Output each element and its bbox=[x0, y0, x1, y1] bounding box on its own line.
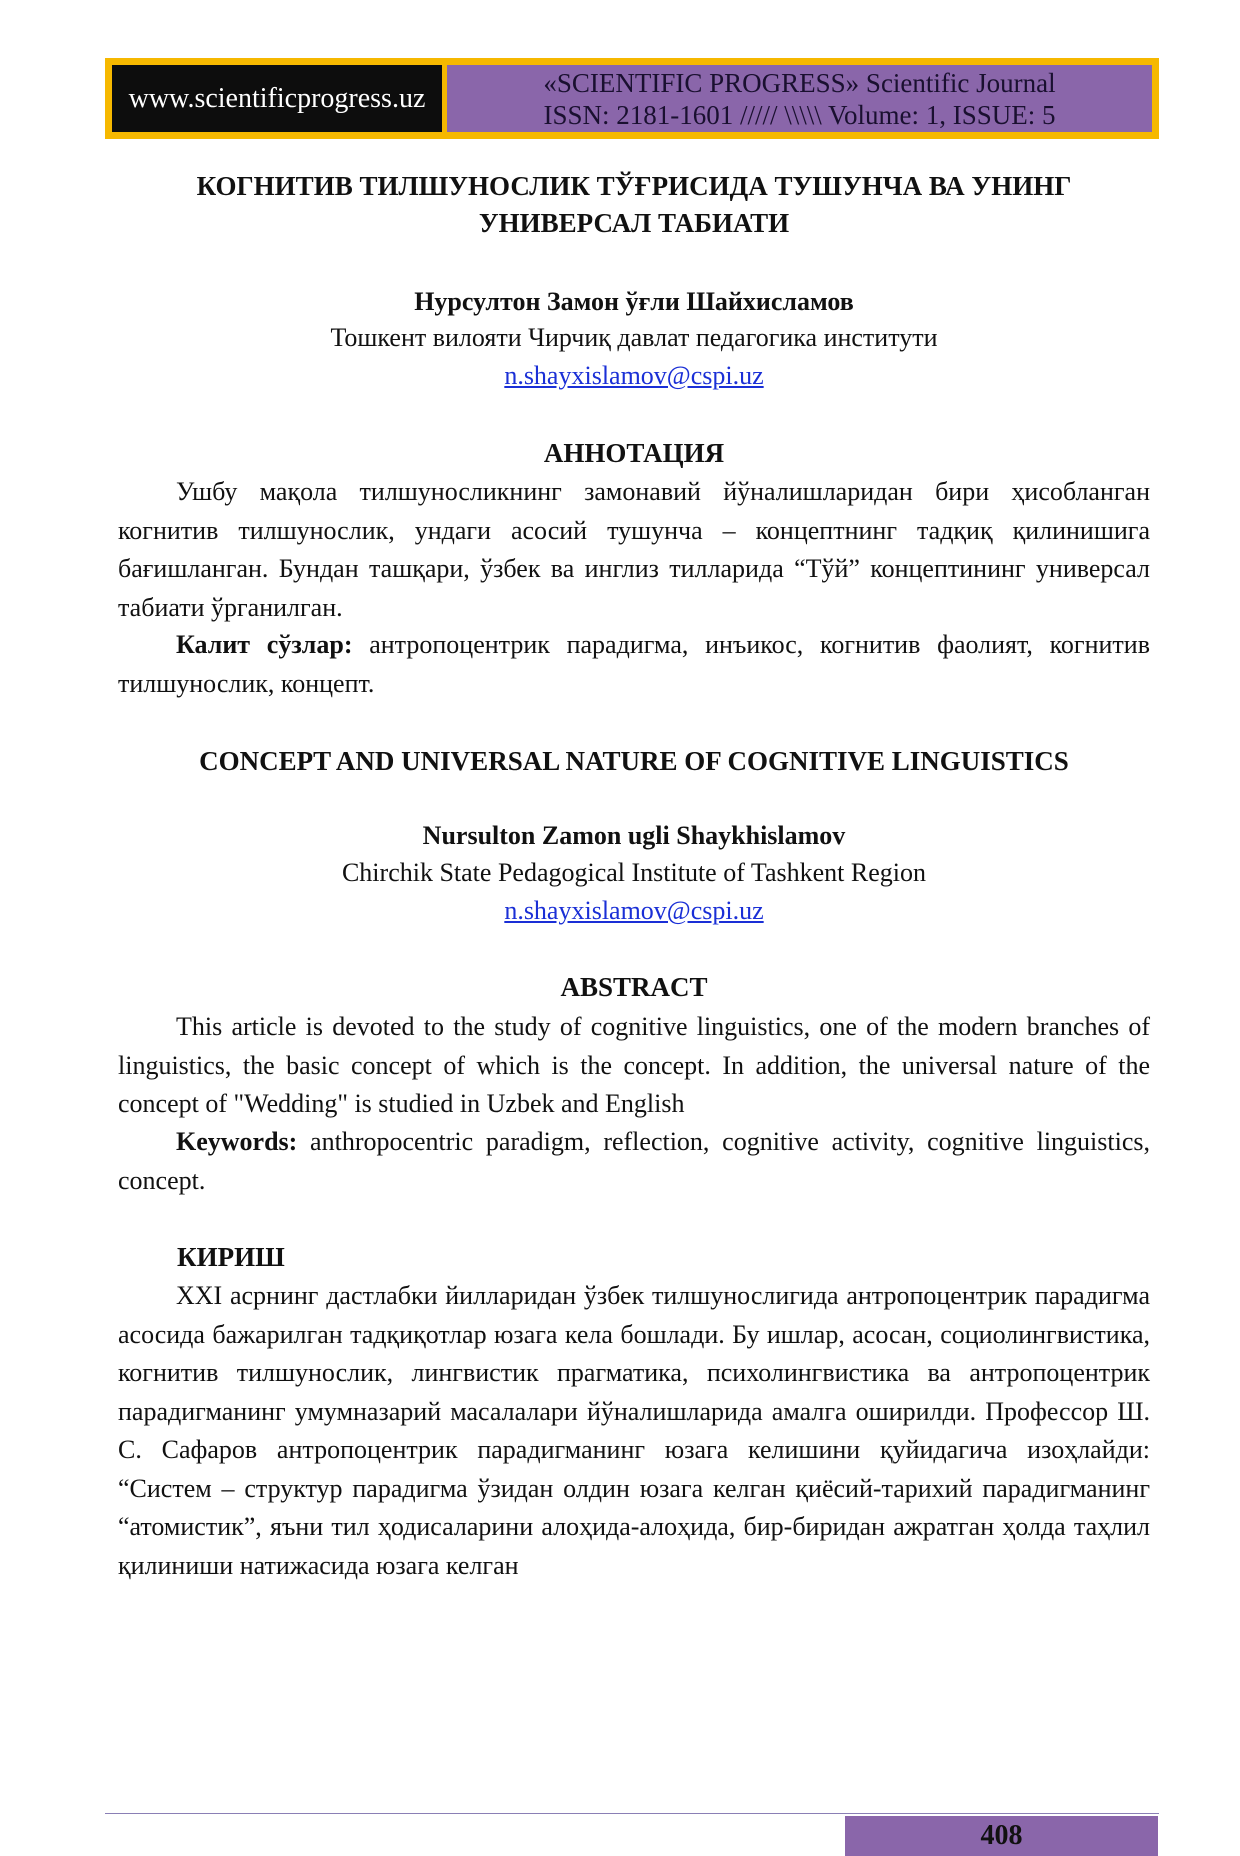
abstract-text-uz: Ушбу мақола тилшуносликнинг замонавий йўналишларидан бири ҳисобланган когнитив тилшунослик, ундаги асосий тушунча – концептнинг тадқиқ қилинишига бағишланган. Бундан ташқари, ўзбек ва инглиз тилларида “Тўй” концептининг универсал табиати ўрганилган. bbox=[118, 477, 1150, 622]
article-title-uz-line2: УНИВЕРСАЛ ТАБИАТИ bbox=[478, 208, 790, 238]
keywords-list-en: anthropocentric paradigm, reflection, cognitive activity, cognitive linguistics, concept. bbox=[118, 1127, 1150, 1195]
abstract-heading-en: ABSTRACT bbox=[560, 972, 708, 1002]
affiliation-uz: Тошкент вилояти Чирчиқ давлат педагогика институти bbox=[330, 323, 938, 352]
intro-heading: КИРИШ bbox=[177, 1242, 285, 1272]
abstract-heading-uz: АННОТАЦИЯ bbox=[543, 438, 725, 468]
page-number: 408 bbox=[845, 1816, 1158, 1856]
keywords-en bbox=[118, 1123, 1150, 1200]
email-link-uz[interactable]: n.shayxislamov@cspi.uz bbox=[504, 361, 764, 390]
author-name-en: Nursulton Zamon ugli Shaykhislamov bbox=[422, 821, 846, 850]
article-title-en: CONCEPT AND UNIVERSAL NATURE OF COGNITIVE LINGUISTICS bbox=[199, 746, 1069, 776]
keywords-label-uz: Калит сўзлар: bbox=[176, 630, 353, 659]
keywords-uz bbox=[118, 626, 1150, 703]
keywords-label-en: Keywords: bbox=[176, 1127, 298, 1156]
footer-divider bbox=[105, 1813, 1159, 1814]
email-link-en[interactable]: n.shayxislamov@cspi.uz bbox=[504, 896, 764, 925]
journal-info bbox=[447, 65, 1152, 132]
article-title-uz bbox=[118, 168, 1150, 242]
intro-text: XXI асрнинг дастлабки йилларидан ўзбек тилшунослигида антропоцентрик парадигма асосида бажарилган тадқиқотлар юзага кела бошлади. Бу ишлар, асосан, социолингвистика, когнитив тилшунослик, лингвистик прагматика, психолингвистика ва антропоцентрик парадигманинг умумназарий масалалари йўналишларида амалга оширилди. Профессор Ш. С. Сафаров антропоцентрик парадигманинг юзага келишини қуйидагича изоҳлайди: “Систем – структур парадигма ўзидан олдин юзага келган қиёсий-тарихий парадигманинг “атомистик”, яъни тил ҳодисаларини алоҳида-алоҳида, бир-биридан ажратган ҳолда таҳлил қилиниши натижасида юзага келган bbox=[118, 1281, 1150, 1580]
abstract-text-en: This article is devoted to the study of cognitive linguistics, one of the modern branches of linguistics, the basic concept of which is the concept. In addition, the universal nature of the concept of "Wedding" is studied in Uzbek and English bbox=[118, 1012, 1150, 1118]
author-name-uz: Нурсултон Замон ўғли Шайхисламов bbox=[414, 287, 854, 316]
journal-issn-volume: ISSN: 2181-1601 ///// \\\\\ Volume: 1, ISSUE: 5 bbox=[543, 100, 1056, 130]
website-label: www.scientificprogress.uz bbox=[112, 65, 442, 132]
affiliation-en: Chirchik State Pedagogical Institute of Tashkent Region bbox=[341, 858, 927, 887]
journal-title: «SCIENTIFIC PROGRESS» Scientific Journal bbox=[543, 68, 1056, 98]
keywords-list-uz: антропоцентрик парадигма, инъикос, когнитив фаолият, когнитив тилшунослик, концепт. bbox=[118, 630, 1150, 698]
journal-header-band bbox=[105, 58, 1159, 139]
article-title-uz-line1: КОГНИТИВ ТИЛШУНОСЛИК ТЎҒРИСИДА ТУШУНЧА ВА УНИНГ bbox=[196, 171, 1072, 201]
